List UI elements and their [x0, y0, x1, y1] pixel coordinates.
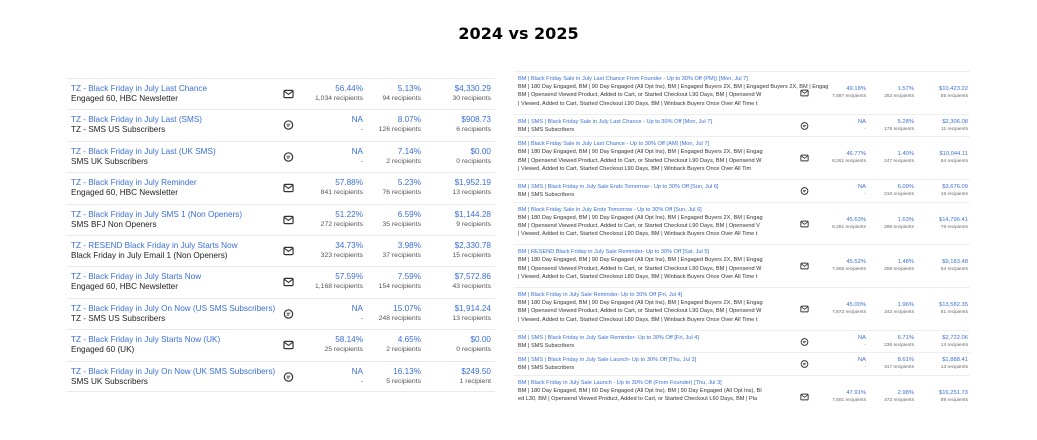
revenue-recipients: 54 recipients: [940, 267, 968, 273]
click-rate: [854, 150, 914, 166]
campaign-lists: | Viewed, Added to Cart, Started Checkout L90 Days, BM | Winback Buyers Once Over All Time t: [518, 231, 758, 238]
revenue-recipients: 13 recipients: [452, 189, 491, 197]
open-rate-recipients: 7,897 recipients: [832, 94, 866, 99]
campaign-lists: BM | Opensend Viewed Product, Added to Cart, or Started Checkout L90 Days, BM | Opensend W: [518, 157, 762, 164]
revenue-recipients: 6 recipients: [456, 126, 491, 134]
open-rate-value[interactable]: NA: [857, 334, 866, 341]
click-rate: [854, 118, 914, 134]
campaign-lists: Engaged 60 (UK): [71, 345, 135, 355]
click-rate-value[interactable]: 1.63%: [897, 216, 914, 223]
click-rate-recipients: 76 recipients: [382, 189, 421, 197]
campaign-lists: TZ - SMS US Subscribers: [71, 125, 166, 135]
click-rate-value[interactable]: 4.65%: [397, 335, 421, 345]
campaign-info: [518, 75, 829, 108]
campaign-lists: BM | Opensend Viewed Product, Added to Cart, or Started Checkout L90 Days, BM | Opensend W: [518, 308, 762, 315]
open-rate-recipients: -: [864, 126, 866, 132]
click-rate-recipients: 2 recipients: [386, 157, 421, 165]
open-rate-value[interactable]: 46.77%: [846, 151, 866, 158]
revenue-recipients: 61 recipients: [940, 309, 968, 315]
revenue: [411, 115, 491, 135]
campaign-info: [518, 118, 790, 134]
revenue-recipients: 0 recipients: [456, 346, 491, 354]
campaign-lists: BM | SMS Subscribers: [518, 342, 575, 349]
revenue-recipients: 13 recipients: [940, 365, 968, 371]
click-rate-recipients: 94 recipients: [382, 95, 421, 102]
campaign-lists: BM | SMS Subscribers: [518, 192, 575, 199]
click-rate-value[interactable]: 6.09%: [897, 183, 914, 190]
campaign-name-link[interactable]: TZ - RESEND Black Friday in July Starts Now: [71, 240, 238, 250]
revenue-recipients: 76 recipients: [940, 224, 968, 230]
campaign-info: [518, 140, 790, 173]
campaign-name-link[interactable]: BM | SMS | Black Friday in July Sale Launch- Up to 30% Off [Thu, Jul 3]: [518, 357, 697, 364]
revenue-recipients: 14 recipients: [940, 342, 968, 348]
campaign-info: [518, 379, 790, 404]
revenue-value[interactable]: $2,722.06: [942, 334, 968, 341]
campaign-info: [71, 210, 276, 230]
open-rate-value[interactable]: NA: [351, 115, 363, 125]
revenue: [908, 258, 968, 274]
revenue-recipients: 13 recipients: [452, 314, 491, 322]
campaign-name-link[interactable]: BM | Black Friday in July Sale Launch - Up to 30% Off (From Founder) [Thu, Jul 3]: [518, 379, 722, 386]
click-rate-value[interactable]: 8.61%: [897, 357, 914, 364]
open-rate-value[interactable]: 45.52%: [846, 259, 866, 266]
revenue: [908, 301, 968, 317]
revenue-value[interactable]: $908.73: [461, 115, 491, 125]
campaign-row: [67, 329, 495, 360]
revenue: [411, 241, 491, 261]
open-rate-value[interactable]: NA: [857, 357, 866, 364]
open-rate-value[interactable]: 45.63%: [846, 216, 866, 223]
open-rate-recipients: 8,261 recipients: [832, 159, 866, 165]
revenue-value[interactable]: $7,572.86: [454, 272, 491, 282]
revenue-value[interactable]: $9,183.48: [942, 259, 968, 266]
campaign-lists: | Viewed, Added to Cart, Started Checkout L80 Days, BM | Winback Buyers Once Over All Time t: [518, 273, 758, 280]
revenue: [908, 85, 968, 101]
open-rate-recipients: -: [360, 126, 363, 134]
campaign-row: [514, 375, 970, 418]
campaign-lists: BM | 180 Day Engaged, BM | 60 Day Engaged (All Opt Ins), BM | 90 Day Engaged (All Opt Ins), BI: [518, 388, 762, 395]
campaign-name-link[interactable]: BM | SMS | Black Friday Sale in July Last Chance - Up to 30% Off [Mon, Jul 7]: [518, 118, 713, 125]
click-rate-value[interactable]: 6.59%: [397, 209, 421, 219]
click-rate-recipients: 37 recipients: [382, 251, 421, 259]
revenue-value[interactable]: $10,423.22: [938, 86, 968, 92]
revenue-value[interactable]: $4,330.29: [454, 84, 491, 93]
revenue: [908, 334, 968, 350]
click-rate-value[interactable]: 1.57%: [897, 86, 914, 92]
open-rate-recipients: -: [360, 157, 363, 165]
revenue: [411, 304, 491, 324]
revenue-value[interactable]: $1,914.24: [454, 303, 491, 313]
campaign-name-link[interactable]: BM | Black Friday Sale in July Ends Tomorrow - Up to 30% Off [Sun, Jul 6]: [518, 206, 702, 213]
open-rate-value[interactable]: 49.18%: [846, 86, 866, 92]
open-rate-value[interactable]: 56.44%: [335, 84, 363, 93]
revenue-value[interactable]: $1,144.28: [454, 209, 491, 219]
campaign-row: [514, 330, 970, 353]
campaign-lists: Engaged 60, HBC Newsletter: [71, 282, 178, 292]
campaign-row: [67, 109, 495, 140]
revenue-value[interactable]: $1,888.41: [942, 357, 968, 364]
click-rate-value[interactable]: 5.28%: [897, 118, 914, 125]
campaigns-table-2025: [514, 71, 970, 418]
revenue-recipients: 55 recipients: [940, 94, 968, 99]
click-rate-recipients: 248 recipients: [378, 314, 421, 322]
revenue-value[interactable]: $3,676.09: [942, 183, 968, 190]
click-rate-recipients: 342 recipients: [884, 309, 914, 315]
revenue-value[interactable]: $10,044.11: [939, 151, 968, 158]
campaign-row: [514, 179, 970, 202]
campaign-row: [514, 114, 970, 137]
campaign-row: [514, 136, 970, 179]
campaign-info: [518, 334, 790, 350]
campaign-info: [71, 335, 276, 355]
campaign-lists: BM | Opensend Viewed Product, Added to Cart, or Started Checkout L90 Days, BM | Opensend W: [518, 265, 762, 272]
campaign-lists: | Viewed, Added to Cart, Started Checkout L80 Days, BM | Winback Buyers Once Over All Time t: [518, 316, 758, 323]
open-rate-recipients: 7,601 recipients: [832, 397, 866, 403]
campaign-lists: BM | SMS Subscribers: [518, 126, 575, 133]
campaign-name-link[interactable]: TZ - Black Friday in July Reminder: [71, 178, 197, 188]
click-rate-value[interactable]: 5.13%: [397, 84, 421, 93]
campaign-row: [67, 204, 495, 235]
campaign-lists: Engaged 60, HBC Newsletter: [71, 188, 178, 198]
campaign-info: [518, 356, 790, 372]
open-rate-value[interactable]: 57.59%: [335, 272, 363, 282]
campaign-row: [67, 266, 495, 297]
open-rate-recipients: 8,261 recipients: [832, 224, 866, 230]
open-rate-recipients: -: [864, 191, 866, 197]
open-rate-recipients: 7,872 recipients: [832, 309, 866, 315]
campaign-row: [514, 287, 970, 330]
click-rate-recipients: 35 recipients: [382, 220, 421, 228]
campaign-row: [67, 141, 495, 172]
open-rate-recipients: 323 recipients: [320, 251, 363, 259]
open-rate-value[interactable]: 57.88%: [335, 178, 363, 188]
campaign-name-link[interactable]: TZ - Black Friday in July Last (SMS): [71, 115, 203, 125]
revenue: [411, 272, 491, 292]
click-rate-recipients: 2 recipients: [386, 346, 421, 354]
open-rate-recipients: -: [864, 342, 866, 348]
campaigns-table-2024: [67, 78, 495, 392]
click-rate-value[interactable]: 1.40%: [897, 151, 914, 158]
click-rate-recipients: 210 recipients: [884, 191, 914, 197]
campaign-info: [71, 178, 276, 198]
click-rate-recipients: 175 recipients: [884, 126, 914, 132]
campaign-name-link[interactable]: TZ - Black Friday in July Starts Now (UK): [71, 335, 221, 345]
campaign-lists: TZ - SMS US Subscribers: [71, 313, 166, 323]
revenue-value[interactable]: $249.50: [461, 366, 491, 376]
campaign-name-link[interactable]: BM | RESEND Black Friday in July Sale Reminder- Up to 30% Off [Sat, Jul 5]: [518, 249, 709, 256]
revenue-recipients: 1 recipient: [459, 377, 491, 385]
revenue-value[interactable]: $14,796.41: [938, 216, 968, 223]
campaign-row: [67, 361, 495, 392]
click-rate: [854, 183, 914, 199]
campaign-info: [71, 367, 276, 387]
revenue: [908, 356, 968, 372]
campaign-name-link[interactable]: TZ - Black Friday in July On Now (UK SMS Subscribers): [71, 366, 276, 376]
campaign-lists: BM | Opensend Viewed Product, Added to Cart, or Started Checkout L90 Days, BM | Opensend V: [518, 222, 760, 229]
revenue: [411, 84, 491, 104]
revenue-value[interactable]: $0.00: [470, 335, 491, 345]
campaign-row: [514, 244, 970, 287]
click-rate: [854, 301, 914, 317]
open-rate-value[interactable]: NA: [351, 303, 363, 313]
campaign-info: [518, 248, 790, 281]
click-rate-recipients: 252 recipients: [884, 94, 914, 99]
campaign-name-link[interactable]: BM | Black Friday Sale in July Last Chance From Founder - Up to 30% Off (PM)) [Mon, Jul 7]: [518, 76, 748, 82]
open-rate-recipients: 7,905 recipients: [832, 267, 866, 273]
campaign-name-link[interactable]: BM | Black Friday Sale in July Last Chance - Up to 30% Off (AM) [Mon, Jul 7]: [518, 141, 709, 148]
campaign-info: [71, 147, 276, 167]
revenue-recipients: 89 recipients: [940, 397, 968, 403]
revenue: [411, 367, 491, 387]
open-rate-value[interactable]: 45.00%: [846, 301, 866, 308]
open-rate-value[interactable]: NA: [351, 366, 363, 376]
campaign-info: [518, 206, 790, 239]
campaign-info: [71, 272, 276, 292]
campaign-name-link[interactable]: BM | SMS | Black Friday in July Sale Reminder- Up to 30% Off [Fri, Jul 4]: [518, 334, 699, 341]
revenue-recipients: 15 recipients: [452, 251, 491, 259]
campaign-name-link[interactable]: TZ - Black Friday in July SMS 1 (Non Openers): [71, 209, 243, 219]
campaign-lists: | Viewed, Added to Cart, Started Checkout L90 Days, BM | Winback Buyers Once Over All Tim: [518, 165, 752, 172]
campaign-row: [67, 298, 495, 329]
open-rate-recipients: -: [360, 314, 363, 322]
click-rate-value[interactable]: 1.96%: [897, 301, 914, 308]
campaign-lists: | Viewed, Added to Cart, Started Checkout L90 Days, BM | Winback Buyers Once Over All Time t: [518, 100, 758, 107]
click-rate-recipients: 126 recipients: [378, 126, 421, 134]
campaign-info: [71, 241, 276, 261]
campaign-lists: SMS UK Subscribers: [71, 156, 148, 166]
revenue-recipients: 9 recipients: [456, 220, 491, 228]
revenue-recipients: 0 recipients: [456, 157, 491, 165]
campaign-row: [67, 172, 495, 203]
campaign-row: [67, 235, 495, 266]
open-rate-recipients: 25 recipients: [324, 346, 363, 354]
open-rate-recipients: 841 recipients: [320, 189, 363, 197]
campaign-name-link[interactable]: TZ - Black Friday in July Last Chance: [71, 84, 208, 93]
campaign-lists: BM | SMS Subscribers: [518, 365, 575, 372]
click-rate-value[interactable]: 2.98%: [897, 389, 914, 396]
click-rate: [854, 85, 914, 101]
click-rate: [854, 216, 914, 232]
campaign-lists: BM | 180 Day Engaged, BM | 90 Day Engaged (All Opt Ins), BM | Engaged Buyers 2X, BM | Engag: [518, 300, 763, 307]
revenue-recipients: 43 recipients: [452, 283, 491, 291]
campaign-lists: BM | 180 Day Engaged, BM | 90 Day Engaged (All Opt Ins), BM | Engaged Buyers 2X, BM | Engag: [518, 257, 763, 264]
click-rate-value[interactable]: 16.13%: [393, 366, 421, 376]
revenue: [411, 178, 491, 198]
revenue: [411, 210, 491, 230]
revenue: [411, 147, 491, 167]
campaign-info: [71, 115, 276, 135]
revenue-recipients: 54 recipients: [940, 159, 968, 165]
revenue-value[interactable]: $2,306.08: [942, 118, 968, 125]
click-rate-recipients: 317 recipients: [884, 365, 914, 371]
campaign-info: [518, 183, 790, 199]
open-rate-recipients: 272 recipients: [320, 220, 363, 228]
click-rate-value[interactable]: 15.07%: [393, 303, 421, 313]
revenue: [908, 150, 968, 166]
revenue: [908, 118, 968, 134]
click-rate-value[interactable]: 3.98%: [397, 240, 421, 250]
campaign-row: [67, 78, 495, 109]
revenue-value[interactable]: $2,330.78: [454, 240, 491, 250]
click-rate-recipients: 247 recipients: [884, 159, 914, 165]
campaign-lists: BM | 180 Day Engaged, BM | 90 Day Engaged (All Opt Ins), BM | Engaged Buyers 2X, BM | Engag: [518, 149, 763, 156]
click-rate-recipients: 154 recipients: [378, 283, 421, 291]
campaign-info: [71, 304, 276, 324]
open-rate-value[interactable]: NA: [857, 183, 866, 190]
click-rate-recipients: 295 recipients: [884, 224, 914, 230]
revenue-value[interactable]: $13,582.35: [938, 301, 968, 308]
revenue-recipients: 11 recipients: [941, 126, 968, 132]
campaign-name-link[interactable]: BM | SMS | Black Friday in July Sale Ends Tomorrow - Up to 30% Off [Sun, Jul 6]: [518, 183, 719, 190]
campaign-lists: SMS BFJ Non Openers: [71, 219, 157, 229]
click-rate-recipients: 258 recipients: [884, 267, 914, 273]
campaign-lists: BM | Opensend Viewed Product, Added to Cart, or Started Checkout L90 Days, BM | Opensend W: [518, 92, 762, 99]
campaign-row: [514, 71, 970, 114]
campaign-lists: Engaged 60, HBC Newsletter: [71, 94, 178, 103]
click-rate: [854, 356, 914, 372]
open-rate-value[interactable]: NA: [857, 118, 866, 125]
click-rate-recipients: 472 recipients: [884, 397, 914, 403]
campaign-row: [514, 202, 970, 245]
campaign-name-link[interactable]: TZ - Black Friday in July Last (UK SMS): [71, 146, 216, 156]
open-rate-value[interactable]: 51.22%: [335, 209, 363, 219]
open-rate-value[interactable]: 47.91%: [846, 389, 866, 396]
campaign-lists: SMS UK Subscribers: [71, 376, 148, 386]
campaign-row: [514, 352, 970, 375]
open-rate-recipients: -: [864, 365, 866, 371]
click-rate: [854, 258, 914, 274]
campaign-info: [71, 84, 276, 104]
click-rate-value[interactable]: 6.71%: [897, 334, 914, 341]
revenue-value[interactable]: $16,251.73: [938, 389, 968, 396]
revenue-recipients: 16 recipients: [940, 191, 968, 197]
click-rate: [854, 334, 914, 350]
revenue: [908, 216, 968, 232]
click-rate-recipients: 5 recipients: [386, 377, 421, 385]
click-rate-value[interactable]: 1.48%: [897, 259, 914, 266]
campaign-lists: ed L30, BM | Opensend Viewed Product, Added to Cart, or Started Checkout L60 Days, BM | Pla: [518, 396, 758, 403]
campaign-name-link[interactable]: TZ - Black Friday in July On Now (US SMS Subscribers): [71, 303, 276, 313]
open-rate-value[interactable]: NA: [351, 146, 363, 156]
revenue: [908, 183, 968, 199]
campaign-name-link[interactable]: TZ - Black Friday in July Starts Now: [71, 272, 202, 282]
open-rate-value[interactable]: 58.14%: [335, 335, 363, 345]
campaign-lists: Black Friday in July Email 1 (Non Openers): [71, 250, 228, 260]
click-rate: [854, 389, 914, 405]
revenue-recipients: 30 recipients: [452, 95, 491, 102]
revenue-value[interactable]: $0.00: [470, 146, 491, 156]
click-rate-value[interactable]: 8.07%: [397, 115, 421, 125]
open-rate-recipients: 1,034 recipients: [315, 95, 363, 102]
click-rate-recipients: 236 recipients: [884, 342, 914, 348]
open-rate-value[interactable]: 34.73%: [335, 240, 363, 250]
campaign-lists: BM | 180 Day Engaged, BM | 90 Day Engaged (All Opt Ins), BM | Engaged Buyers 2X, BM | Engag: [518, 214, 763, 221]
click-rate-value[interactable]: 7.14%: [397, 146, 421, 156]
campaign-lists: BM | 180 Day Engaged, BM | 90 Day Engaged (All Opt Ins), BM | Engaged Buyers 2X, BM | Engaged Buyers 2X, BM | Engag: [518, 84, 829, 91]
open-rate-recipients: 1,168 recipients: [315, 283, 363, 291]
click-rate-value[interactable]: 5.23%: [397, 178, 421, 188]
revenue: [908, 389, 968, 405]
click-rate-value[interactable]: 7.59%: [397, 272, 421, 282]
revenue: [411, 335, 491, 355]
campaign-name-link[interactable]: BM | Black Friday in July Sale Reminder- Up to 30% Off [Fri, Jul 4]: [518, 291, 683, 298]
campaign-info: [518, 291, 790, 324]
page-title: 2024 vs 2025: [458, 24, 579, 43]
revenue-value[interactable]: $1,952.19: [454, 178, 491, 188]
open-rate-recipients: -: [360, 377, 363, 385]
